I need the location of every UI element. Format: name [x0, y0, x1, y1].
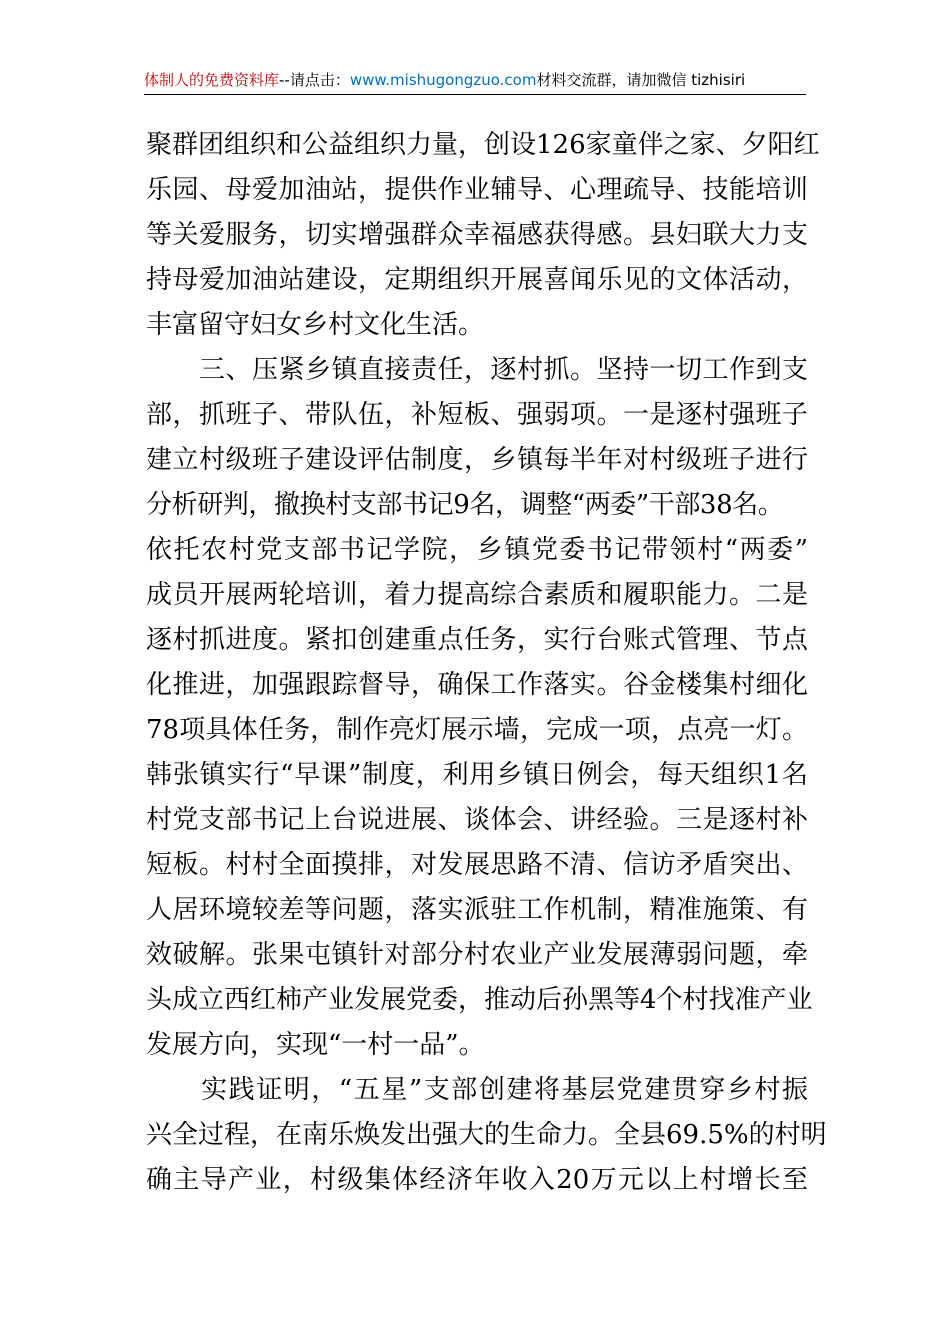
body-line: 韩张镇实行“早课”制度，利用乡镇日例会，每天组织1名 [146, 760, 808, 790]
body-line: 分析研判，撤换村支部书记9名，调整“两委”干部38名。 [146, 490, 784, 520]
body-line: 三、压紧乡镇直接责任，逐村抓。坚持一切工作到支 [146, 355, 808, 385]
body-line: 确主导产业，村级集体经济年收入20万元以上村增长至 [146, 1165, 808, 1195]
body-line: 依托农村党支部书记学院，乡镇党委书记带领村“两委” [146, 535, 808, 565]
header-link[interactable]: www.mishugongzuo.com [349, 71, 537, 89]
body-line: 化推进，加强跟踪督导，确保工作落实。谷金楼集村细化 [146, 670, 808, 700]
body-line: 头成立西红柿产业发展党委，推动后孙黑等4个村找准产业 [146, 985, 813, 1015]
body-line: 建立村级班子建设评估制度，乡镇每半年对村级班子进行 [146, 445, 808, 475]
body-line: 78项具体任务，制作亮灯展示墙，完成一项，点亮一灯。 [146, 715, 808, 745]
body-line: 丰富留守妇女乡村文化生活。 [146, 310, 485, 340]
header-tail: 材料交流群，请加微信 tizhisiri [536, 71, 746, 89]
body-line: 村党支部书记上台说进展、谈体会、讲经验。三是逐村补 [146, 805, 808, 835]
header-prompt: --请点击： [279, 71, 350, 89]
body-line: 部，抓班子、带队伍，补短板、强弱项。一是逐村强班子 [146, 400, 808, 430]
body-line: 成员开展两轮培训，着力提高综合素质和履职能力。二是 [146, 580, 808, 610]
body-line: 逐村抓进度。紧扣创建重点任务，实行台账式管理、节点 [146, 625, 808, 655]
body-line: 人居环境较差等问题，落实派驻工作机制，精准施策、有 [146, 895, 808, 925]
header-brand: 体制人的免费资料库 [144, 71, 280, 89]
body-line: 短板。村村全面摸排，对发展思路不清、信访矛盾突出、 [146, 850, 808, 880]
body-line: 实践证明，“五星”支部创建将基层党建贯穿乡村振 [146, 1075, 808, 1105]
body-line: 等关爱服务，切实增强群众幸福感获得感。县妇联大力支 [146, 220, 808, 250]
body-line: 发展方向，实现“一村一品”。 [146, 1030, 485, 1060]
document-body [146, 123, 827, 1203]
body-line: 兴全过程，在南乐焕发出强大的生命力。全县69.5%的村明 [146, 1120, 827, 1150]
page-header [144, 66, 808, 94]
body-line: 聚群团组织和公益组织力量，创设126家童伴之家、夕阳红 [146, 130, 820, 160]
body-line: 持母爱加油站建设，定期组织开展喜闻乐见的文体活动， [146, 265, 808, 295]
body-line: 效破解。张果屯镇针对部分村农业产业发展薄弱问题，牵 [146, 940, 808, 970]
body-line: 乐园、母爱加油站，提供作业辅导、心理疏导、技能培训 [146, 175, 808, 205]
header-divider [144, 94, 806, 95]
